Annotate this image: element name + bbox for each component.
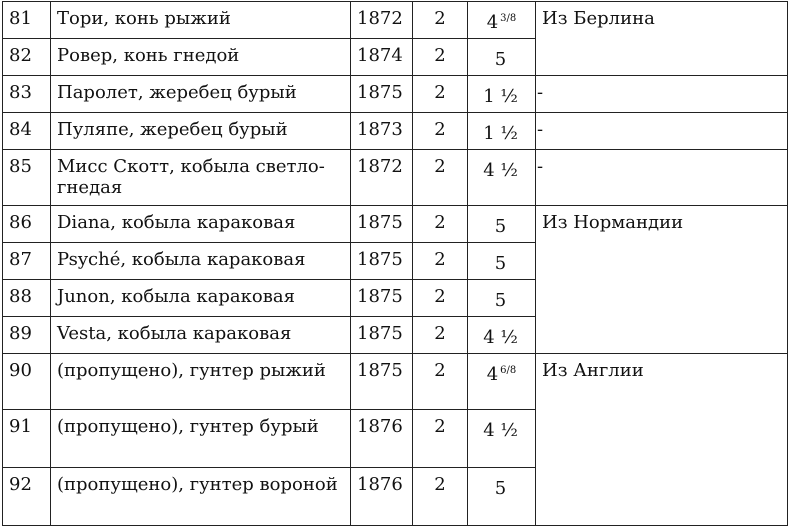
age-fraction: 3/8 (500, 13, 517, 24)
horse-name: Паролет, жеребец бурый (51, 76, 351, 113)
horse-name: Мисс Скотт, кобыла светло-гнедая (51, 150, 351, 206)
horse-name: Тори, конь рыжий (51, 2, 351, 39)
age-whole: 4 ½ (483, 160, 518, 181)
row-number: 88 (3, 280, 51, 317)
count-value: 2 (413, 468, 468, 526)
age-whole: 5 (494, 216, 507, 237)
birth-year: 1875 (351, 280, 413, 317)
origin-cell: Из Нормандии (536, 206, 788, 354)
count-value: 2 (413, 206, 468, 243)
age-value (468, 113, 536, 150)
birth-year: 1874 (351, 39, 413, 76)
horse-name: Diana, кобыла караковая (51, 206, 351, 243)
table-row (3, 76, 788, 113)
row-number: 85 (3, 150, 51, 206)
row-number: 90 (3, 354, 51, 410)
birth-year: 1875 (351, 76, 413, 113)
count-value: 2 (413, 2, 468, 39)
horse-name: Psyché, кобыла караковая (51, 243, 351, 280)
age-value (468, 76, 536, 113)
row-number: 81 (3, 2, 51, 39)
count-value: 2 (413, 317, 468, 354)
age-value (468, 468, 536, 526)
age-whole: 1 ½ (483, 86, 518, 107)
count-value: 2 (413, 354, 468, 410)
row-number: 82 (3, 39, 51, 76)
age-value (468, 243, 536, 280)
count-value: 2 (413, 410, 468, 468)
age-value (468, 354, 536, 410)
count-value: 2 (413, 76, 468, 113)
table-row (3, 150, 788, 206)
horse-name: (пропущено), гунтер бурый (51, 410, 351, 468)
row-number: 83 (3, 76, 51, 113)
age-value (468, 39, 536, 76)
table-row (3, 206, 788, 243)
horse-registry-table (2, 1, 788, 526)
age-whole: 4 ½ (483, 327, 518, 348)
row-number: 86 (3, 206, 51, 243)
age-value (468, 410, 536, 468)
origin-cell: - (536, 113, 788, 150)
age-whole: 5 (494, 49, 507, 70)
count-value: 2 (413, 280, 468, 317)
age-value (468, 317, 536, 354)
age-whole: 4 ½ (483, 420, 518, 441)
horse-name: Junon, кобыла караковая (51, 280, 351, 317)
origin-cell: - (536, 76, 788, 113)
horse-name: (пропущено), гунтер вороной (51, 468, 351, 526)
horse-name: Пуляпе, жеребец бурый (51, 113, 351, 150)
birth-year: 1875 (351, 243, 413, 280)
origin-cell: - (536, 150, 788, 206)
age-whole: 1 ½ (483, 123, 518, 144)
table-row (3, 113, 788, 150)
birth-year: 1873 (351, 113, 413, 150)
table-row (3, 2, 788, 39)
age-value (468, 206, 536, 243)
birth-year: 1876 (351, 410, 413, 468)
age-value (468, 2, 536, 39)
birth-year: 1875 (351, 317, 413, 354)
row-number: 87 (3, 243, 51, 280)
age-whole: 5 (494, 290, 507, 311)
count-value: 2 (413, 243, 468, 280)
age-fraction: 6/8 (500, 365, 517, 376)
origin-cell: Из Англии (536, 354, 788, 526)
age-whole: 5 (494, 253, 507, 274)
horse-name: (пропущено), гунтер рыжий (51, 354, 351, 410)
birth-year: 1872 (351, 2, 413, 39)
count-value: 2 (413, 150, 468, 206)
age-whole: 4 (486, 364, 499, 385)
age-value (468, 280, 536, 317)
row-number: 89 (3, 317, 51, 354)
count-value: 2 (413, 39, 468, 76)
horse-name: Ровер, конь гнедой (51, 39, 351, 76)
table-row (3, 354, 788, 410)
count-value: 2 (413, 113, 468, 150)
birth-year: 1875 (351, 354, 413, 410)
row-number: 92 (3, 468, 51, 526)
horse-name: Vesta, кобыла караковая (51, 317, 351, 354)
age-whole: 5 (494, 478, 507, 499)
row-number: 84 (3, 113, 51, 150)
birth-year: 1876 (351, 468, 413, 526)
age-value (468, 150, 536, 206)
birth-year: 1872 (351, 150, 413, 206)
birth-year: 1875 (351, 206, 413, 243)
row-number: 91 (3, 410, 51, 468)
age-whole: 4 (486, 12, 499, 33)
origin-cell: Из Берлина (536, 2, 788, 76)
